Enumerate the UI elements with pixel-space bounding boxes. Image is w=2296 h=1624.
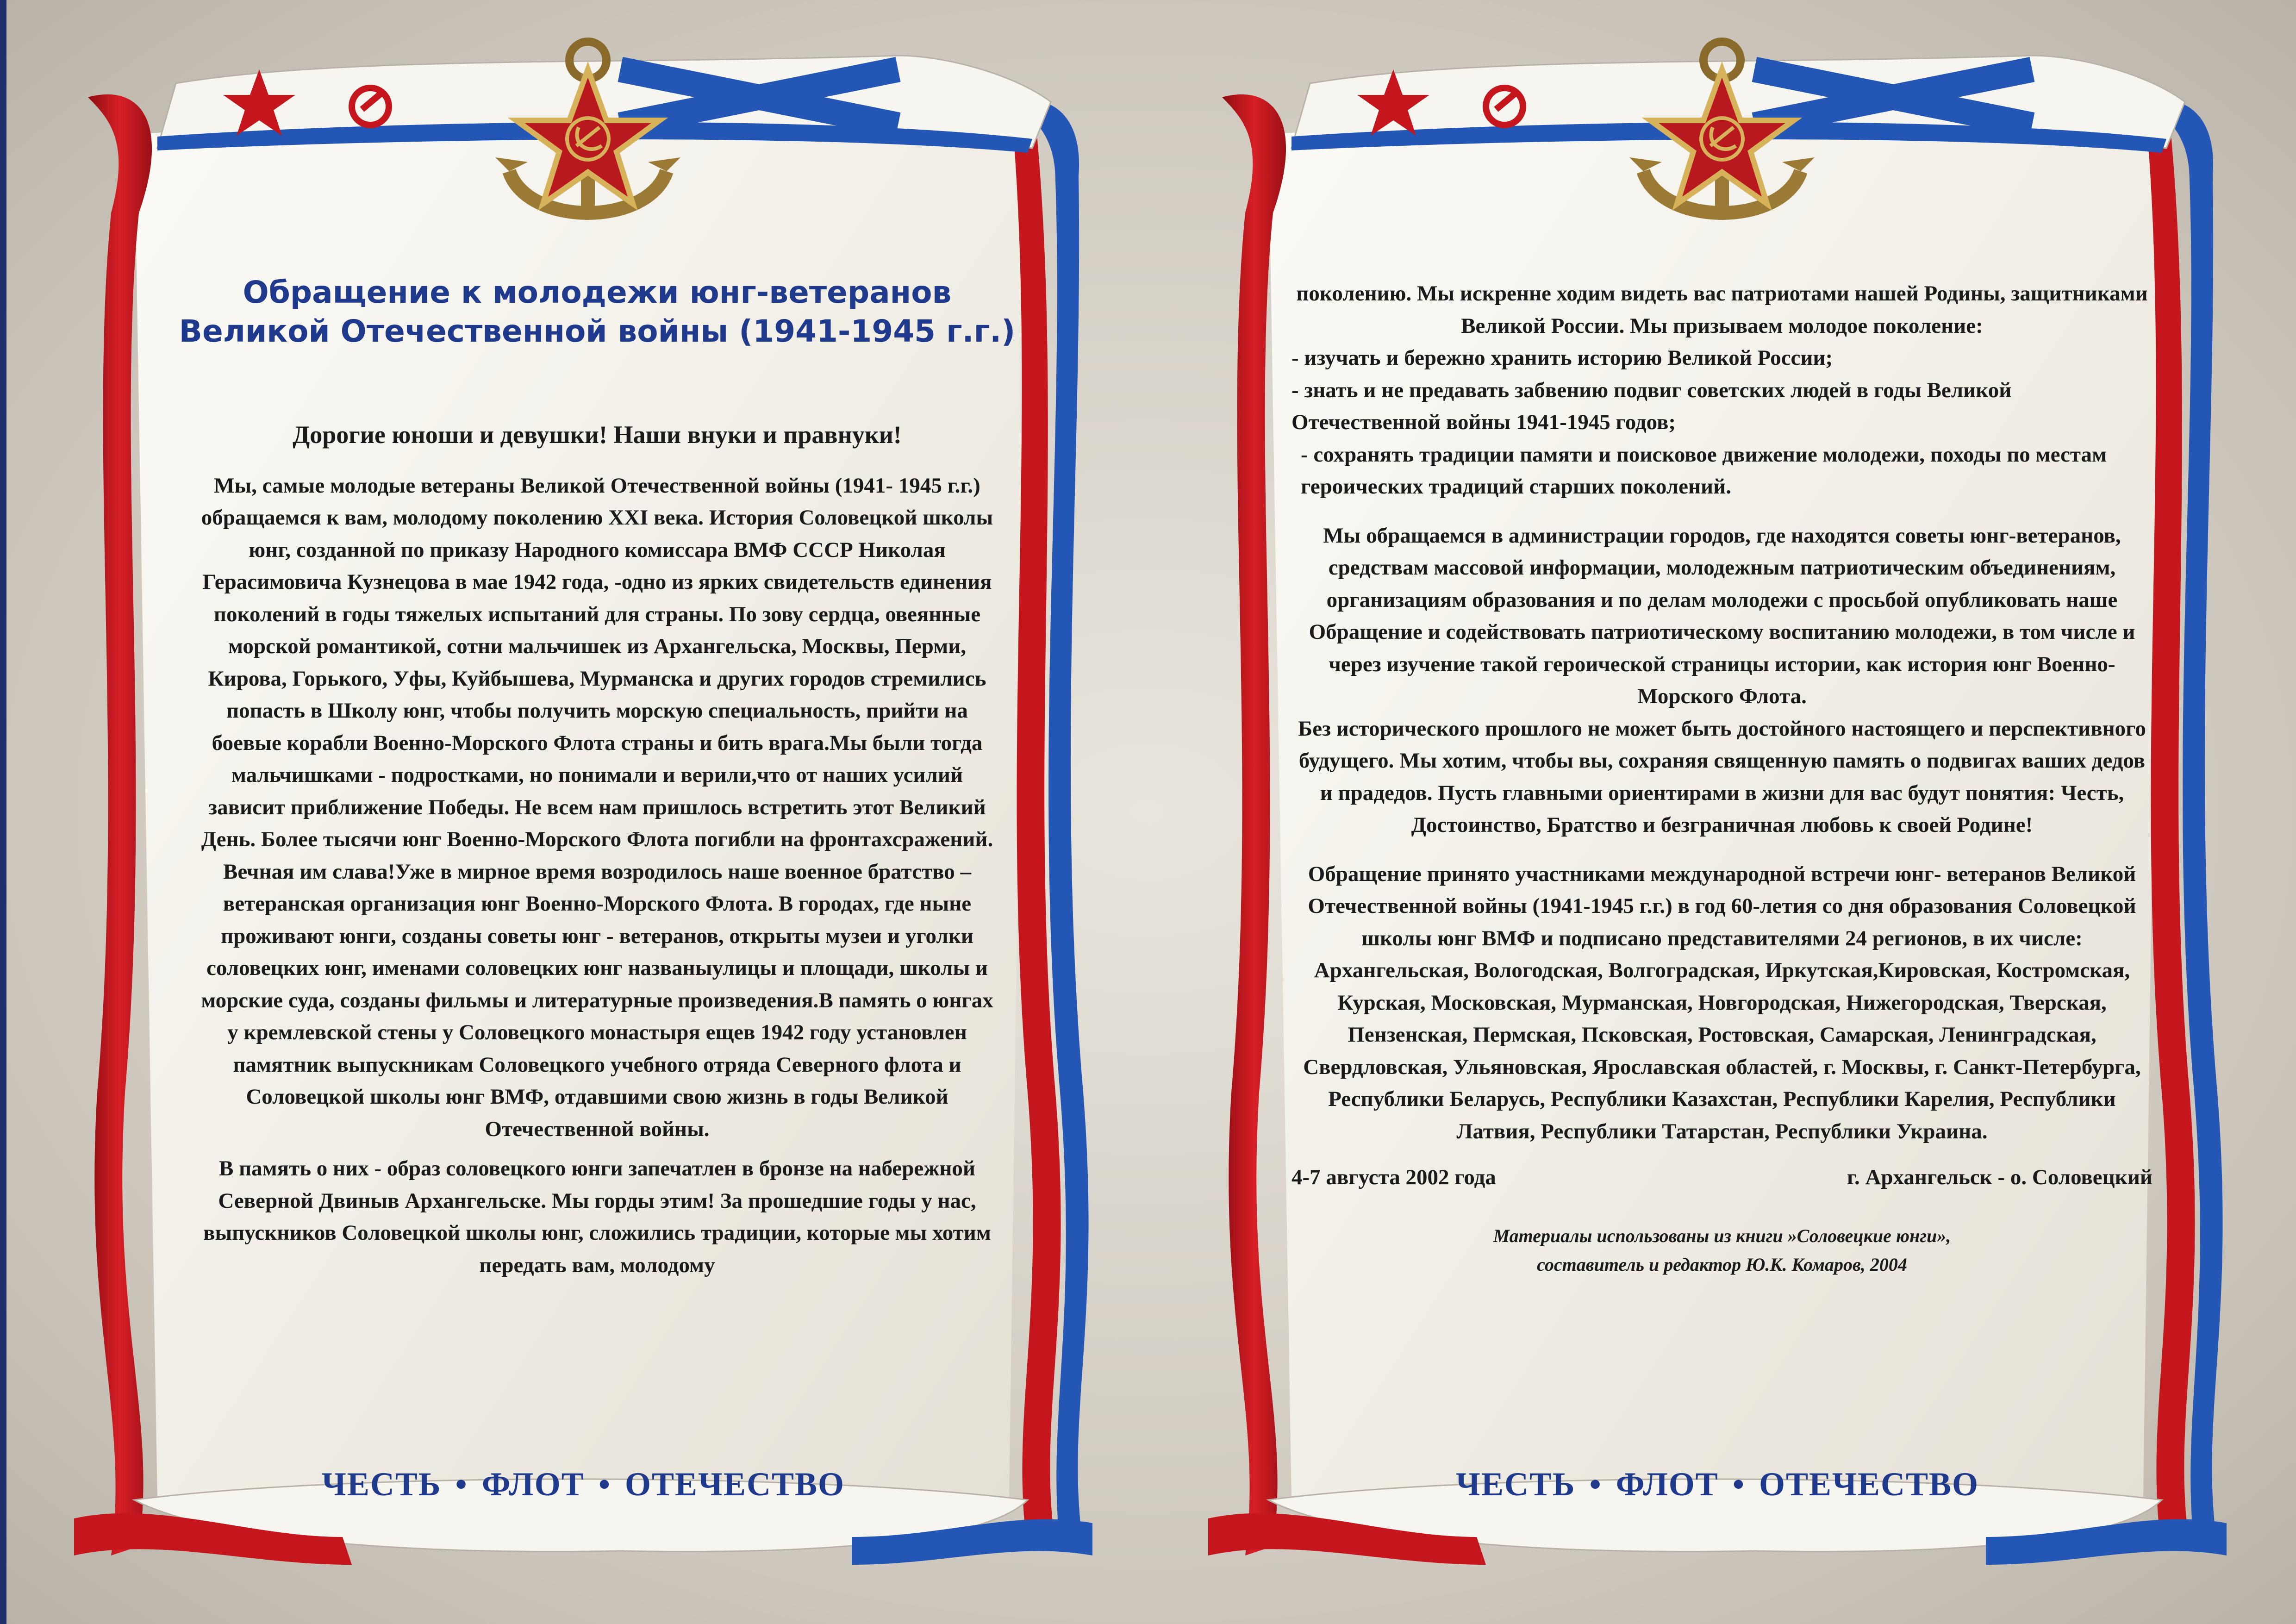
right-page [1153,28,2282,1611]
body-paragraph: Обращение принято участниками международной встречи юнг- ветеранов Великой Отечественной войны (1941-1945 г.г.) в год 60-летия со дня образования Соловецкой школы юнг ВМФ и подписано представителями 24 регионов, в их числе: Архангельская, Вологодская, Волгоградская, Иркутская,Кировская, Костромская, Курская, Московская, Мурманская, Новгородская, Нижегородская, Тверская, Пензенская, Пермская, Псковская, Ростовская, Самарская, Ленинградская, Свердловская, Ульяновская, Ярославская областей, г. Москвы, г. Санкт-Петербурга, Республики Беларусь, Республики Казахстан, Республики Карелия, Республики Латвия, Республики Татарстан, Республики Украина. [1303,862,2141,1143]
left-page-body [194,419,1000,1576]
anchor-star-emblem-icon [1625,32,1819,236]
motto-right [1153,1465,2282,1504]
motto-separator: • [1589,1466,1602,1503]
signing-date: 4-7 августа 2002 года [1292,1165,1496,1189]
anchor-star-emblem-icon [491,32,685,236]
credits-line-2: составитель и редактор Ю.К. Комаров, 2004 [1537,1254,1907,1275]
motto-left [19,1465,1148,1504]
body-paragraph: Без исторического прошлого не может быть достойного настоящего и перспективного будущего. Мы хотим, чтобы вы, сохраняя священную память о подвигах ваших дедов и прадедов. Пусть главными ориентирами в жизни для вас будут понятия: Честь, Достоинство, Братство и безграничная любовь к своей Родине! [1298,716,2146,837]
body-paragraph: Мы обращаемся в администрации городов, где находятся советы юнг-ветеранов, средствам массовой информации, молодежным патриотическим объединениям, организациям образования и по делам молодежи с просьбой опубликовать наше Обращение и содействовать патриотическому воспитанию молодежи, в том числе и через изучение такой героической страницы истории, как история юнг Военно- Морского Флота. [1309,523,2135,708]
motto-word: ФЛОТ [481,1466,585,1503]
credits-line-1: Материалы использованы из книги »Соловецкие юнги», [1493,1225,1951,1246]
page-edge-line [0,0,6,1624]
motto-word: ОТЕЧЕСТВО [625,1466,845,1503]
motto-separator: • [598,1466,611,1503]
title-line-2: Великой Отечественной войны (1941-1945 г.г.) [179,313,1016,349]
body-paragraph: поколению. Мы искренне ходим видеть вас патриотами нашей Родины, защитниками Великой России. Мы призываем молодое поколение: [1296,281,2148,338]
motto-separator: • [1732,1466,1746,1503]
motto-word: ОТЕЧЕСТВО [1759,1466,1979,1503]
title-line-1: Обращение к молодежи юнг-ветеранов [243,275,952,310]
left-page-title [157,273,1037,351]
motto-word: ФЛОТ [1616,1466,1719,1503]
credits [1292,1222,2152,1279]
list-item: - изучать и бережно хранить историю Великой России; [1292,346,1833,370]
date-place-line [1292,1162,2152,1194]
right-page-body [1292,278,2152,1435]
body-paragraph: В память о них - образ соловецкого юнги запечатлен в бронзе на набережной Северной Двиныв Архангельске. Мы горды этим! За прошедшие годы у нас, выпускников Соловецкой школы юнг, сложились традиции, которые мы хотим передать вам, молодому [203,1156,991,1277]
left-page [19,28,1148,1611]
signing-place: г. Архангельск - о. Соловецкий [1847,1165,2152,1189]
motto-word: ЧЕСТЬ [322,1466,442,1503]
salutation: Дорогие юноши и девушки! Наши внуки и правнуки! [293,421,902,449]
motto-separator: • [455,1466,468,1503]
body-paragraph: Мы, самые молодые ветераны Великой Отечественной войны (1941- 1945 г.г.) обращаемся к вам, молодому поколению XXI века. История Соловецкой школы юнг, созданной по приказу Народного комиссара ВМФ СССР Николая Герасимовича Кузнецова в мае 1942 года, -одно из ярких свидетельств единения поколений в годы тяжелых испытаний для страны. По зову сердца, овеянные морской романтикой, сотни мальчишек из Архангельска, Москвы, Перми, Кирова, Горького, Уфы, Куйбышева, Мурманска и других городов стремились попасть в Школу юнг, чтобы получить морскую специальность, прийти на боевые корабли Военно-Морского Флота страны и бить врага.Мы были тогда мальчишками - подростками, но понимали и верили,что от наших усилий зависит приближение Победы. Не всем нам пришлось встретить этот Великий День. Более тысячи юнг Военно-Морского Флота погибли на фронтахсражений. Вечная им слава!Уже в мирное время возродилось наше военное братство – ветеранская организация юнг Военно-Морского Флота. В городах, где ныне проживают юнги, созданы советы юнг - ветеранов, открыты музеи и уголки соловецких юнг, именами соловецких юнг названыулицы и площади, школы и морские суда, созданы фильмы и литературные произведения.В память о юнгах у кремлевской стены у Соловецкого монастыря ещев 1942 году установлен памятник выпускникам Соловецкого учебного отряда Северного флота и Соловецкой школы юнг ВМФ, отдавшими свою жизнь в годы Великой Отечественной войны. [201,473,993,1141]
list-item: - сохранять традиции памяти и поисковое движение молодежи, походы по местам героических традиций старших поколений. [1301,442,2107,499]
motto-word: ЧЕСТЬ [1456,1466,1576,1503]
list-item: - знать и не предавать забвению подвиг советских людей в годы Великой Отечественной войны 1941-1945 годов; [1292,378,2012,434]
